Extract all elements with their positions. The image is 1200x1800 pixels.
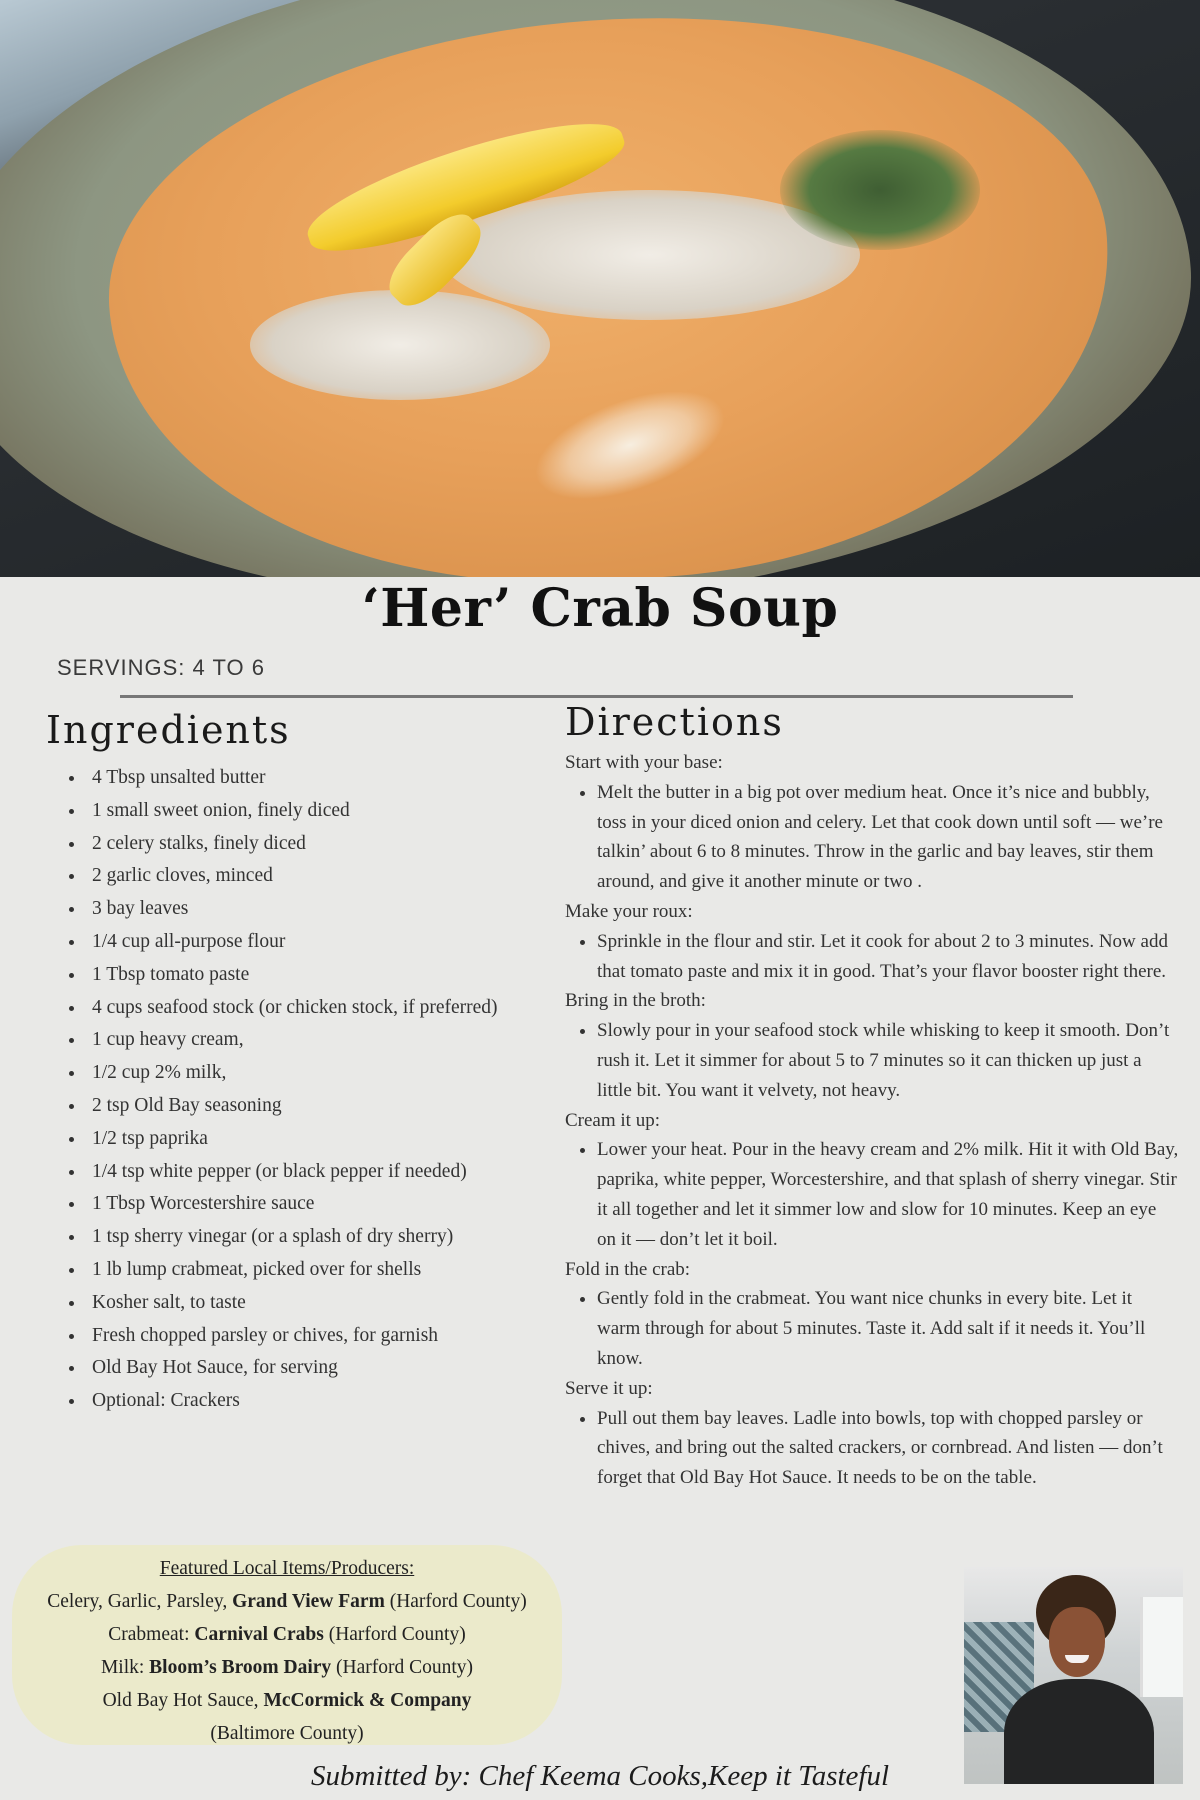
featured-suffix: (Harford County) [384, 1591, 527, 1612]
direction-step [565, 1374, 1180, 1493]
submitted-by: Submitted by: Chef Keema Cooks,Keep it Tasteful [310, 1760, 890, 1792]
ingredient-item: • Optional: Crackers [86, 1385, 586, 1418]
ingredient-item: • 1 Tbsp tomato paste [86, 959, 586, 992]
servings-label: SERVINGS: 4 TO 6 [57, 655, 265, 680]
ingredient-item: • 2 celery stalks, finely diced [86, 828, 586, 861]
ingredient-item: • 2 tsp Old Bay seasoning [86, 1090, 586, 1123]
ingredient-item: • 4 cups seafood stock (or chicken stock, if preferred) [86, 992, 586, 1025]
direction-step [565, 897, 1180, 986]
featured-producer: Grand View Farm [232, 1591, 385, 1612]
direction-step-title: Start with your base: [565, 752, 723, 773]
direction-step [565, 748, 1180, 897]
ingredient-item: • Old Bay Hot Sauce, for serving [86, 1352, 586, 1385]
featured-line [12, 1618, 562, 1651]
featured-prefix: Old Bay Hot Sauce, [102, 1690, 264, 1711]
chef-photo [964, 1567, 1183, 1784]
directions-list [565, 748, 1180, 1493]
hero-soup-photo [0, 0, 1200, 577]
kitchen-window [1140, 1597, 1183, 1697]
ingredient-item: • 1/4 tsp white pepper (or black pepper if needed) [86, 1156, 586, 1189]
featured-heading: Featured Local Items/Producers: [159, 1558, 415, 1579]
featured-producer: Carnival Crabs [194, 1624, 324, 1645]
microgreens-garnish [780, 130, 980, 250]
featured-line [12, 1717, 562, 1750]
ingredient-item: • 1/2 tsp paprika [86, 1123, 586, 1156]
direction-step [565, 1255, 1180, 1374]
featured-prefix: Celery, Garlic, Parsley, [47, 1591, 233, 1612]
ingredient-item: • 1 Tbsp Worcestershire sauce [86, 1188, 586, 1221]
direction-step-text: • Melt the butter in a big pot over medium heat. Once it’s nice and bubbly, toss in your diced onion and celery. Let that cook down until soft — we’re talkin’ about 6 to 8 minutes. Throw in the garlic and bay leaves, stir them around, and give it another minute or two . [597, 778, 1180, 897]
chef-face [1049, 1607, 1105, 1677]
featured-producer: McCormick & Company [263, 1690, 472, 1711]
featured-suffix: (Harford County) [331, 1657, 474, 1678]
featured-prefix: Milk: [100, 1657, 150, 1678]
direction-step-text: • Sprinkle in the flour and stir. Let it cook for about 2 to 3 minutes. Now add that tomato paste and mix it in good. That’s your flavor booster right there. [597, 927, 1180, 987]
direction-step-text: • Gently fold in the crabmeat. You want nice chunks in every bite. Let it warm through for about 5 minutes. Taste it. Add salt if it needs it. You’ll know. [597, 1284, 1180, 1373]
direction-step-title: Bring in the broth: [565, 990, 706, 1012]
ingredient-item: • 1 lb lump crabmeat, picked over for shells [86, 1254, 586, 1287]
ingredient-item: • 1 small sweet onion, finely diced [86, 795, 586, 828]
direction-step [565, 1106, 1180, 1255]
featured-line [12, 1651, 562, 1684]
featured-line [12, 1684, 562, 1717]
direction-step [565, 986, 1180, 1105]
crab-meat-garnish [250, 290, 550, 400]
direction-step-title: Fold in the crab: [565, 1258, 691, 1280]
featured-producer: Bloom’s Broom Dairy [149, 1657, 332, 1678]
ingredient-item: • Fresh chopped parsley or chives, for garnish [86, 1320, 586, 1353]
direction-step-title: Make your roux: [565, 900, 693, 922]
recipe-title: ‘Her’ Crab Soup [361, 578, 839, 639]
divider [120, 695, 1073, 698]
ingredient-item: • 4 Tbsp unsalted butter [86, 762, 586, 795]
featured-line [12, 1585, 562, 1618]
ingredient-item: • 1/2 cup 2% milk, [86, 1057, 586, 1090]
ingredient-item: • 2 garlic cloves, minced [86, 860, 586, 893]
direction-step-text: • Pull out them bay leaves. Ladle into bowls, top with chopped parsley or chives, and bring out the salted crackers, or cornbread. And listen — don’t forget that Old Bay Hot Sauce. It needs to be on the table. [597, 1404, 1180, 1493]
featured-suffix: (Harford County) [323, 1624, 466, 1645]
ingredient-item: • 1/4 cup all-purpose flour [86, 926, 586, 959]
featured-prefix: (Baltimore County) [210, 1723, 364, 1744]
ingredient-item: • 3 bay leaves [86, 893, 586, 926]
direction-step-title: Serve it up: [565, 1377, 653, 1399]
direction-step-text: • Slowly pour in your seafood stock while whisking to keep it smooth. Don’t rush it. Let it simmer for about 5 to 7 minutes so it can thicken up just a little bit. You want it velvety, not heavy. [597, 1016, 1180, 1105]
ingredient-item: • Kosher salt, to taste [86, 1287, 586, 1320]
ingredients-heading: Ingredients [46, 708, 291, 752]
ingredient-item: • 1 cup heavy cream, [86, 1024, 586, 1057]
direction-step-title: Cream it up: [565, 1109, 660, 1131]
ingredient-item: • 1 tsp sherry vinegar (or a splash of dry sherry) [86, 1221, 586, 1254]
featured-prefix: Crabmeat: [108, 1624, 195, 1645]
direction-step-text: • Lower your heat. Pour in the heavy cream and 2% milk. Hit it with Old Bay, paprika, white pepper, Worcestershire, and that splash of sherry vinegar. Stir it all together and let it simmer low and slow for 10 minutes. Keep an eye on it — don’t let it boil. [597, 1135, 1180, 1254]
ingredients-list [60, 762, 586, 1418]
directions-heading: Directions [565, 700, 784, 744]
featured-producers-box [12, 1545, 562, 1745]
